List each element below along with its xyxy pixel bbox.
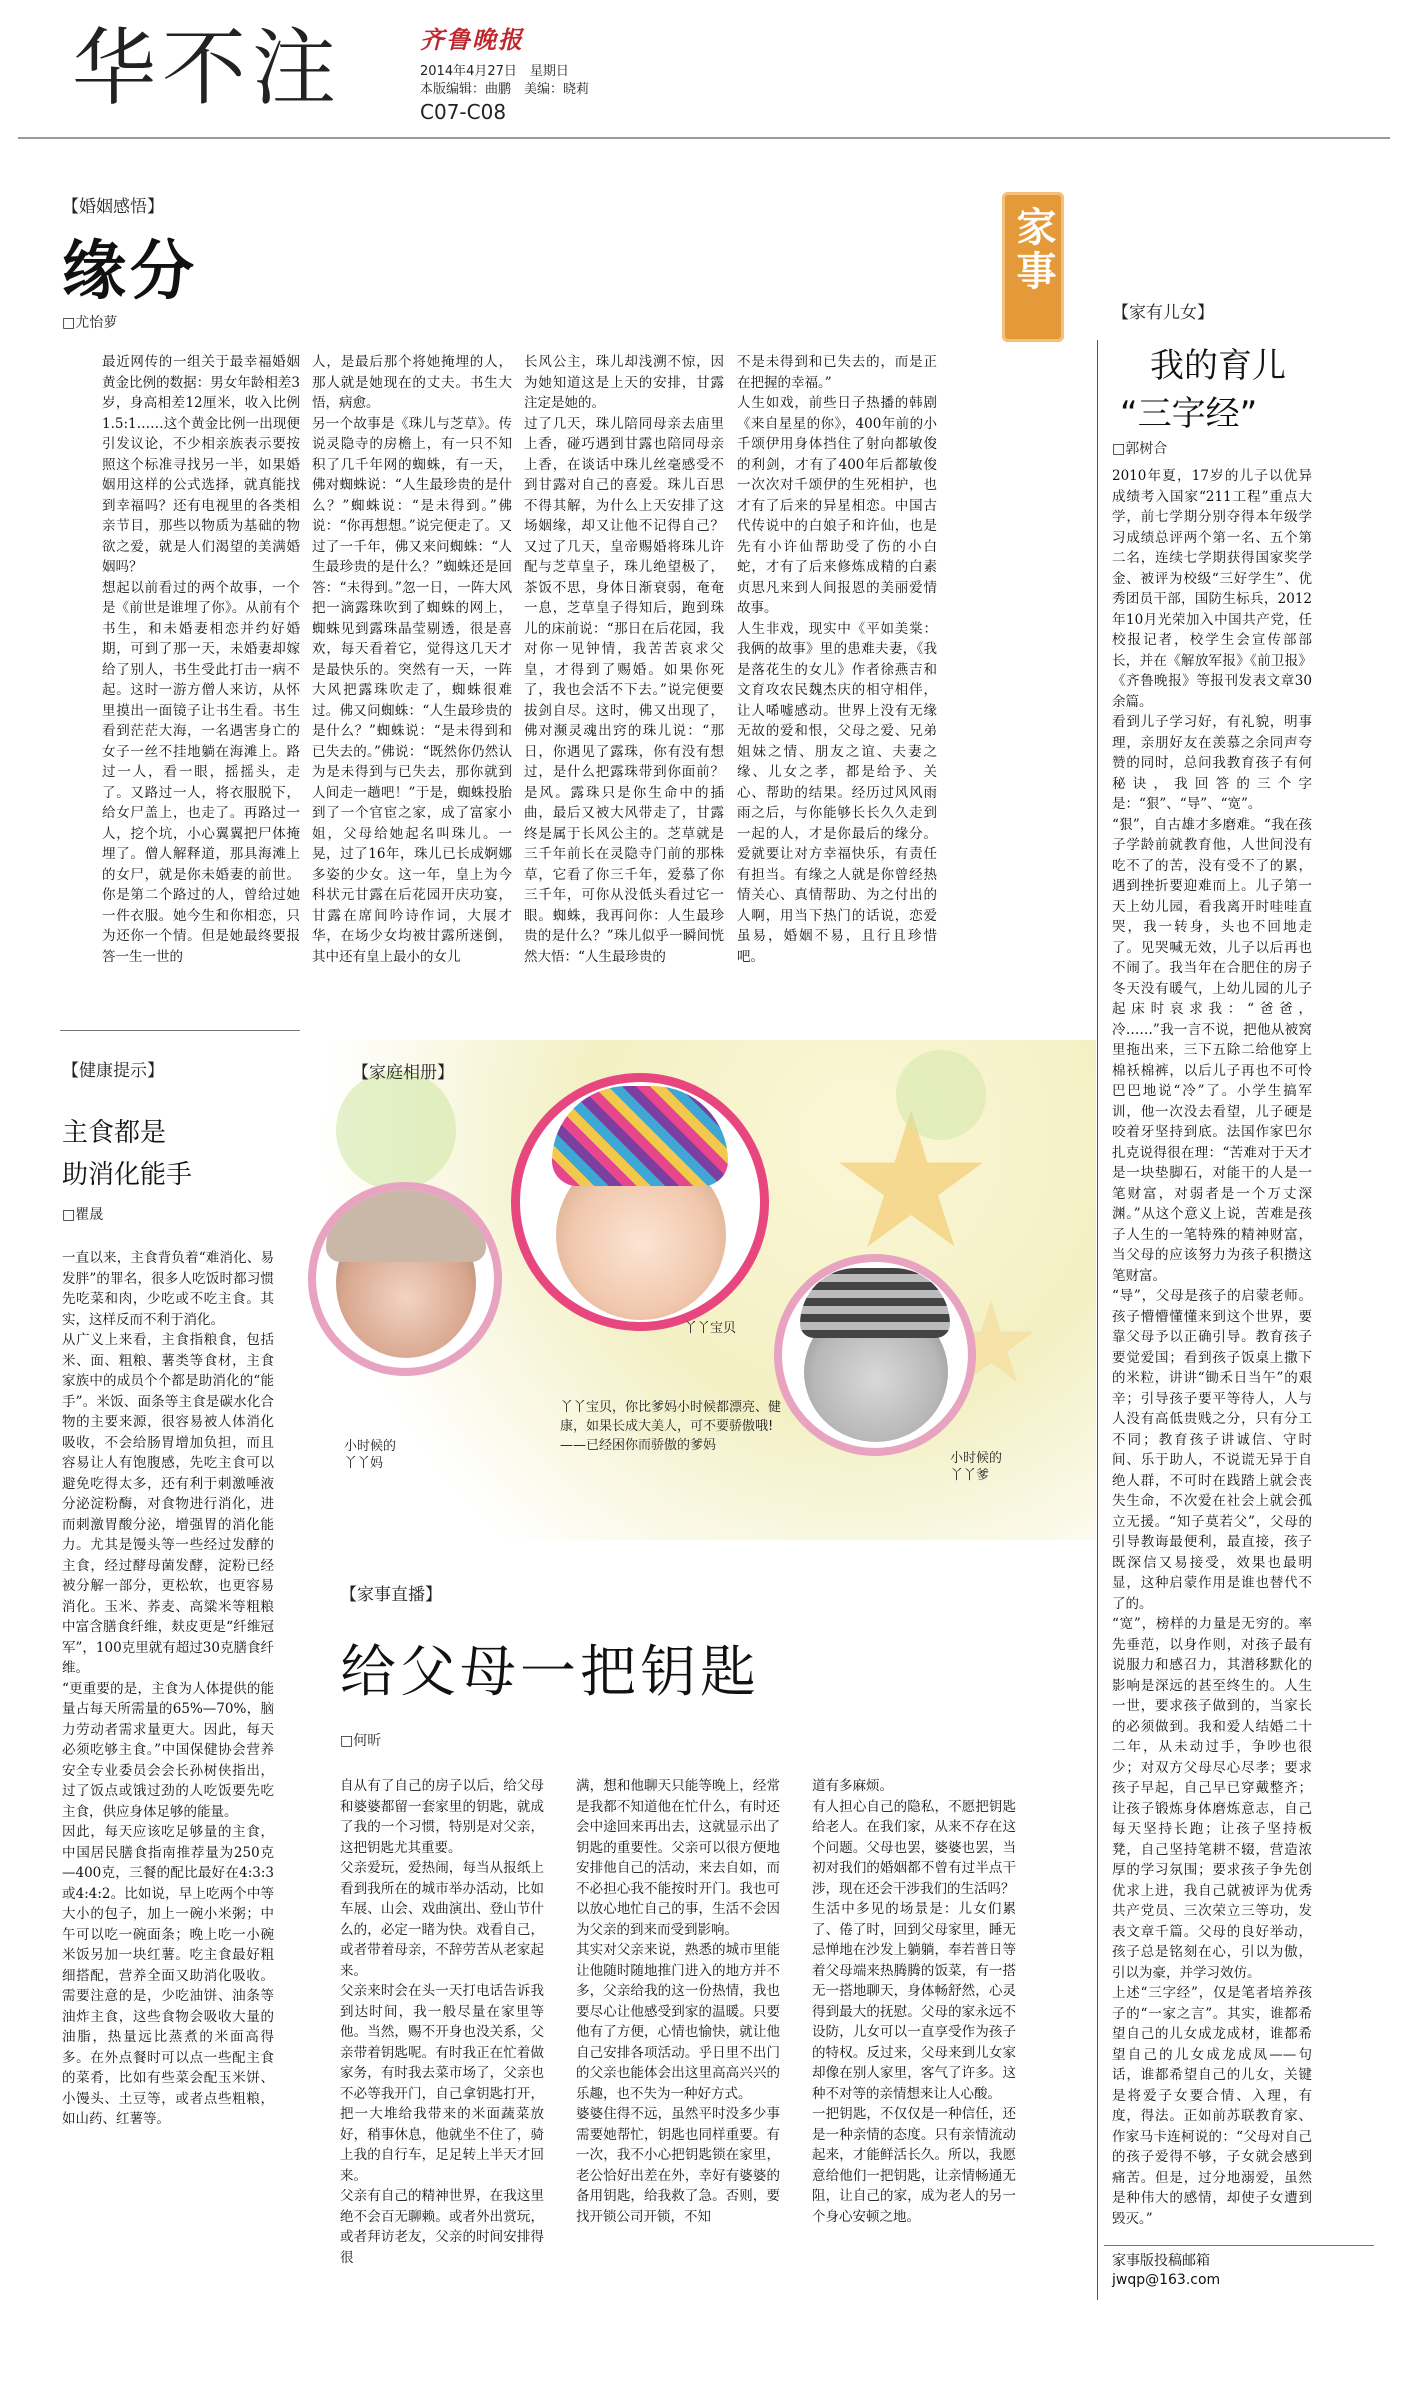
article-title-marriage: 缘分 (62, 235, 198, 309)
byline-health: □瞿晟 (62, 1207, 104, 1223)
editor-line: 本版编辑：曲鹏 美编：晓莉 (420, 82, 590, 97)
section-tag-health: 【健康提示】 (62, 1061, 164, 1081)
photo-baby (520, 1082, 760, 1322)
article-column: 长风公主，珠儿却浅溯不惊，因为她知道这是上天的安排，甘露注定是她的。 过了几天，珠儿陪同母亲去庙里上香，碰巧遇到甘露也陪同母亲上香，在谈话中珠儿丝毫感受不到甘露对自己的喜爱。珠儿百思不得其解，为什么上天安排了这场姻缘，却又让他不记得自己？又过了几天，皇帝赐婚将珠儿许配与芝草皇子，珠儿绝望极了，茶饭不思，身体日渐衰弱，奄奄一息，芝草皇子得知后，跑到珠儿的床前说：“那日在后花园，我对你一见钟情，我苦苦哀求父皇，才得到了赐婚。如果你死了，我也会活不下去。”说完便要拔剑自尽。这时，佛又出现了，佛对濒灵魂出窍的珠儿说：“那日，你遇见了露珠，你有没有想过，是什么把露珠带到你面前？是风。露珠只是你生命中的插曲，最后又被大风带走了，甘露终是属于长风公主的。芝草就是三千年前长在灵隐寺门前的那株草，它看了你三千年，爱慕了你三千年，可你从没低头看过它一眼。蜘蛛，我再问你：人生最珍贵的是什么？”珠儿似乎一瞬间恍然大悟：“人生最珍贵的 (524, 354, 724, 965)
striped-hat (800, 1268, 950, 1338)
article-column: 道有多麻烦。 有人担心自己的隐私，不愿把钥匙给老人。在我们家，从来不存在这个问题。父母也罢，婆婆也罢，当初对我们的婚姻都不曾有过半点干涉，现在还会干涉我们的生活吗？ 生活中多见的场景是：儿女们累了、倦了时，回到父母家里，睡无忌惮地在沙发上躺躺，奉若普日等着父母端来热腾腾的饭菜，有一搭无一搭地聊天，身体畅舒然，心灵得到最大的抚慰。父母的家永远不设防，儿女可以一直享受作为孩子的特权。反过来，父母来到儿女家却像在别人家里，客气了许多。这种不对等的亲情想来让人心酸。 一把钥匙，不仅仅是一种信任，还是一种亲情的态度。只有亲情流动起来，才能鲜活长久。所以，我愿意给他们一把钥匙，让亲情畅通无阻，让自己的家，成为老人的另一个身心安顿之地。 (812, 1778, 1016, 2225)
album-message: 丫丫宝贝，你比爹妈小时候都漂亮、健康，如果长成大美人，可不要骄傲哦! ——已经困你而骄傲的爹妈 (560, 1400, 782, 1453)
article-column: 自从有了自己的房子以后，给父母和婆婆都留一套家里的钥匙，就成了我的一个习惯，特别是对父亲，这把钥匙尤其重要。 父亲爱玩，爱热闹，每当从报纸上看到我所在的城市举办活动，比如车展、山会、戏曲演出、登山节什么的，必定一睹为快。戏看自己，或者带着母亲，不辞劳苦从老家起来。 父亲来时会在头一天打电话告诉我到达时间，我一般尽量在家里等他。当然，赐不开身也没关系，父亲带着钥匙呢。有时我正在忙着做家务，有时我去菜市场了，父亲也不必等我开门，自己拿钥匙打开，把一大堆给我带来的米面蔬菜放好，稍事休息，他就坐不住了，骑上我的自行车，足足转上半天才回来。 父亲有自己的精神世界，在我这里绝不会百无聊赖。或者外出赏玩，或者拜访老友，父亲的时间安排得很 (340, 1778, 544, 2266)
health-top-divider (60, 1030, 300, 1031)
article-title-health-1: 主食都是 (62, 1118, 167, 1148)
decorative-circle (896, 1050, 986, 1140)
section-badge-label: 家事 (1010, 206, 1057, 294)
byline-live: □何昕 (340, 1733, 382, 1749)
section-title: 华不注 (72, 19, 343, 117)
photo-mom-childhood (316, 1190, 494, 1368)
date-line: 2014年4月27日 星期日 (420, 64, 569, 79)
article-column: 满，想和他聊天只能等晚上，经常是我都不知道他在忙什么，有时还会中途回来再出去，这就显示出了钥匙的重要性。父亲可以很方便地安排他自己的活动，来去自如，而不必担心我不能按时开门。我也可以放心地忙自己的事，生活不会因为父亲的到来而受到影响。 其实对父亲来说，熟悉的城市里能让他随时随地推门进入的地方并不多，父亲给我的这一份热情，我也要尽心让他感受到家的温暖。只要他有了方便，心情也愉快，就让他自己安排各项活动。乎日里不出门的父亲也能体会出这里高高兴兴的乐趣，也不失为一种好方式。 婆婆住得不远，虽然平时没多少事需要她帮忙，钥匙也同样重要。有一次，我不小心把钥匙锁在家里，老公恰好出差在外，幸好有婆婆的备用钥匙，给我救了急。否则，要找开锁公司开锁，不知 (576, 1778, 780, 2225)
masthead-divider (18, 137, 1390, 139)
article-column: 人，是最后那个将她掩埋的人，那人就是她现在的丈夫。书生大悟，病愈。 另一个故事是《珠儿与芝草》。传说灵隐寺的房檐上，有一只不知积了几千年网的蜘蛛，有一天，佛对蜘蛛说：“人生最珍贵的是什么？”蜘蛛说：“是未得到。”佛说：“你再想想。”说完便走了。又过了一千年，佛又来问蜘蛛：“人生最珍贵的是什么？”蜘蛛还是回答：“未得到。”忽一日，一阵大风把一滴露珠吹到了蜘蛛的网上，蜘蛛见到露珠晶莹剔透，很是喜欢，每天看着它，觉得这几天才是最快乐的。突然有一天，一阵大风把露珠吹走了，蜘蛛很难过。佛又问蜘蛛：“人生最珍贵的是什么？”蜘蛛说：“是未得到和已失去的。”佛说：“既然你仍然认为是未得到与已失去，那你就到人间走一趟吧！”于是，蜘蛛投胎到了一个官宦之家，成了富家小姐，父母给她起名叫珠儿。一晃，过了16年，珠儿已长成婀娜多姿的少女。这一年，皇上为今科状元甘露在后花园开庆功宴，甘露在席间吟诗作词，大展才华，在场少女均被甘露所迷倒，其中还有皇上最小的女儿 (312, 354, 512, 965)
byline-marriage: □尤怡萝 (62, 315, 118, 331)
article-title-parenting-1: 我的育儿 (1150, 346, 1286, 386)
page-range: C07-C08 (420, 100, 507, 124)
decorative-circle (336, 1070, 456, 1190)
contact-email: jwqp@163.com (1112, 2272, 1221, 2288)
section-badge (1002, 192, 1064, 342)
article-body-health: 一直以来，主食背负着“难消化、易发胖”的罪名，很多人吃饭时都习惯先吃菜和肉，少吃或不吃主食。其实，这样反而不利于消化。 从广义上来看，主食指粮食，包括米、面、粗粮、薯类等食材，主食家族中的成员个个都是助消化的“能手”。米饭、面条等主食是碳水化合物的主要来源，很容易被人体消化吸收，不会给肠胃增加负担，而且容易让人有饱腹感，先吃主食可以避免吃得太多，还有利于刺激唾液分泌淀粉酶，对食物进行消化，进而刺激胃酸分泌，增强胃的消化能力。尤其是馒头等一些经过发酵的主食，经过酵母菌发酵，淀粉已经被分解一部分，更松软，也更容易消化。玉米、荞麦、高粱米等粗粮中富含膳食纤维，麸皮更是“纤维冠军”，100克里就有超过30克膳食纤维。 “更重要的是，主食为人体提供的能量占每天所需量的65%—70%，脑力劳动者需求量更大。因此，每天必须吃够主食。”中国保健协会营养安全专业委员会会长孙树侠指出，过了饭点或饿过劲的人吃饭要先吃主食，供应身体足够的能量。 因此，每天应该吃足够量的主食，中国居民膳食指南推荐量为250克—400克，三餐的配比最好在4:3:3或4:4:2。比如说，早上吃两个中等大小的包子，加上一碗小米粥；中午可以吃一碗面条；晚上吃一小碗米饭另加一块红薯。吃主食最好粗细搭配，营养全面又助消化吸收。需要注意的是，少吃油饼、油条等油炸主食，这些食物会吸收大量的油脂，热量远比蒸煮的米面高得多。在外点餐时可以点一些配主食的菜肴，比如有些菜会配玉米饼、小馒头、土豆等，或者点些粗粮，如山药、红薯等。 (62, 1250, 274, 2127)
contact-divider (1104, 2245, 1374, 2246)
section-tag-live: 【家事直播】 (340, 1585, 442, 1605)
knit-hat (552, 1086, 728, 1186)
section-tag-album: 【家庭相册】 (352, 1063, 454, 1083)
column-divider (1097, 340, 1098, 2300)
article-title-health-2: 助消化能手 (62, 1160, 193, 1190)
photo-dad-childhood (782, 1262, 968, 1448)
caption-dad: 小时候的 丫丫爹 (950, 1451, 1003, 1483)
article-title-parenting-2: “三字经” (1120, 394, 1258, 434)
caption-baby: 丫丫宝贝 (684, 1321, 737, 1336)
caption-mom: 小时候的 丫丫妈 (344, 1439, 397, 1471)
article-column: 最近网传的一组关于最幸福婚姻黄金比例的数据：男女年龄相差3岁，身高相差12厘米，收入比例1.5:1……这个黄金比例一出现便引发议论，不少相亲族表示要按照这个标准寻找另一半，如果婚姻用这样的公式选择，就真能找到幸福吗？还有电视里的各类相亲节目，那些以物质为基础的物欲之爱，就是人们渴望的美满婚姻吗？ 想起以前看过的两个故事，一个是《前世是谁埋了你》。从前有个书生，和未婚妻相恋并约好婚期，可到了那一天，未婚妻却嫁给了别人，书生受此打击一病不起。这时一游方僧人来访，从怀里摸出一面镜子让书生看。书生看到茫茫大海，一名遇害身亡的女子一丝不挂地躺在海滩上。路过一人，看一眼，摇摇头，走了。又路过一人，将衣服脱下，给女尸盖上，也走了。再路过一人，挖个坑，小心翼翼把尸体掩埋了。僧人解释道，那具海滩上的女尸，就是你未婚妻的前世。你是第二个路过的人，曾给过她一件衣服。她今生和你相恋，只为还你一个情。但是她最终要报答一生一世的 (102, 354, 300, 965)
section-tag-parenting: 【家有儿女】 (1112, 303, 1214, 323)
article-body-parenting: 2010年夏，17岁的儿子以优异成绩考入国家“211工程”重点大学，前七学期分别夺得本年级学习成绩总评两个第一名、五个第二名，连续七学期获得国家奖学金、被评为校级“三好学生”、优秀团员干部，国防生标兵，2012年10月光荣加入中国共产党，任校报记者，校学生会宣传部部长，并在《解放军报》《前卫报》《齐鲁晚报》等报刊发表文章30余篇。 看到儿子学习好，有礼貌，明事理，亲朋好友在羡慕之余同声夸赞的同时，总问我教育孩子有何秘诀，我回答的三个字是：“狠”、“导”、“宽”。 “狠”，自古雄才多磨难。“我在孩子学龄前就教育他，人世间没有吃不了的苦，没有受不了的累，遇到挫折要迎难而上。儿子第一天上幼儿园，看我离开时哇哇直哭，我一转身，头也不回地走了。见哭喊无效，儿子以后再也不闹了。我当年在合肥住的房子冬天没有暖气，上幼儿园的儿子起床时哀求我：“爸爸，冷……”我一言不说，把他从被窝里拖出来，三下五除二给他穿上棉袄棉裤，以后儿子再也不可怜巴巴地说“冷”了。小学生搞军训，他一次没去看望，儿子硬是咬着牙坚持到底。法国作家巴尔扎克说得很在理：“苦难对于天才是一块垫脚石，对能干的人是一笔财富，对弱者是一个万丈深渊。”从这个意义上说，苦难是孩子人生的一笔特殊的精神财富，当父母的应该努力为孩子积攒这笔财富。 “导”，父母是孩子的启蒙老师。孩子懵懵懂懂来到这个世界，要靠父母予以正确引导。教育孩子要觉爱国；看到孩子饭桌上撒下的米粒，讲讲“锄禾日当午”的艰辛；引导孩子要平等待人，人与人没有高低贵贱之分，只有分工不同；教育孩子讲诚信、守时间、乐于助人，不说谎无异于自绝人群，不可时在践踏上就会丧失生命，不次爱在社会上就会孤立无援。“知子莫若父”，父母的引导教诲最便利，最直接，孩子既深信又易接受，效果也最明显，这种启蒙作用是谁也替代不了的。 “宽”，榜样的力量是无穷的。率先垂范，以身作则，对孩子最有说服力和感召力，其潜移默化的影响是深远的甚至终生的。人生一世，要求孩子做到的，当家长的必须做到。我和爱人结婚二十二年，从未动过手，争吵也很少；对双方父母尽心尽孝；要求孩子早起，自己早已穿戴整齐；让孩子锻炼身体磨炼意志，自己每天坚持长跑；让孩子坚持板凳，自己坚持笔耕不辍，营造浓厚的学习氛围；要求孩子争先创优求上进，我自己就被评为优秀共产党员、三次荣立三等功，发表文章千篇。父母的良好举动，孩子总是铭刻在心，引以为傲，引以为豪，并学习效仿。 上述“三字经”，仅是笔者培养孩子的“一家之言”。其实，谁都希望自己的儿女成龙成材，谁都希望自己的儿女成龙成凤——句话，谁都希望自己的儿女，关键是将爱子女要合情、入理，有度，得法。正如前苏联教育家、作家马卡连柯说的：“父母对自己的孩子爱得不够，子女就会感到痛苦。但是，过分地溺爱，虽然是种伟大的感情，却使子女遭到毁灭。” (1112, 468, 1312, 2227)
byline-parenting: □郭树合 (1112, 441, 1168, 457)
paper-logo: 齐鲁晚报 (420, 25, 524, 54)
article-column: 不是未得到和已失去的，而是正在把握的幸福。” 人生如戏，前些日子热播的韩剧《来自星星的你》，400年前的小千颂伊用身体挡住了射向都敏俊的利剑，才有了400年后都敏俊一次次对千颂伊的生死相护，也才有了后来的异星相恋。中国古代传说中的白娘子和许仙，也是先有小许仙帮助受了伤的小白蛇，才有了后来修炼成精的白素贞思凡来到人间报恩的美丽爱情故事。 人生非戏，现实中《平如美棠：我俩的故事》里的患难夫妻，《我是落花生的女儿》作者徐燕吉和文育攻农民魏杰庆的相守相伴，让人唏嘘感动。世界上没有无缘无故的爱和恨，父母之爱、兄弟姐妹之情、朋友之谊、夫妻之缘、儿女之孝，都是给予、关心、帮助的结果。经历过风风雨雨之后，与你能够长长久久走到一起的人，才是你最后的缘分。爱就要让对方幸福快乐，有责任有担当。有缘之人就是你曾经热情关心、真情帮助、为之付出的人啊，用当下热门的话说，恋爱虽易，婚姻不易，且行且珍惜吧。 (737, 354, 937, 965)
baby-hat (326, 1190, 486, 1262)
contact-label: 家事版投稿邮箱 (1112, 2253, 1210, 2269)
section-tag-marriage: 【婚姻感悟】 (62, 197, 164, 217)
article-title-live: 给父母一把钥匙 (340, 1640, 760, 1705)
